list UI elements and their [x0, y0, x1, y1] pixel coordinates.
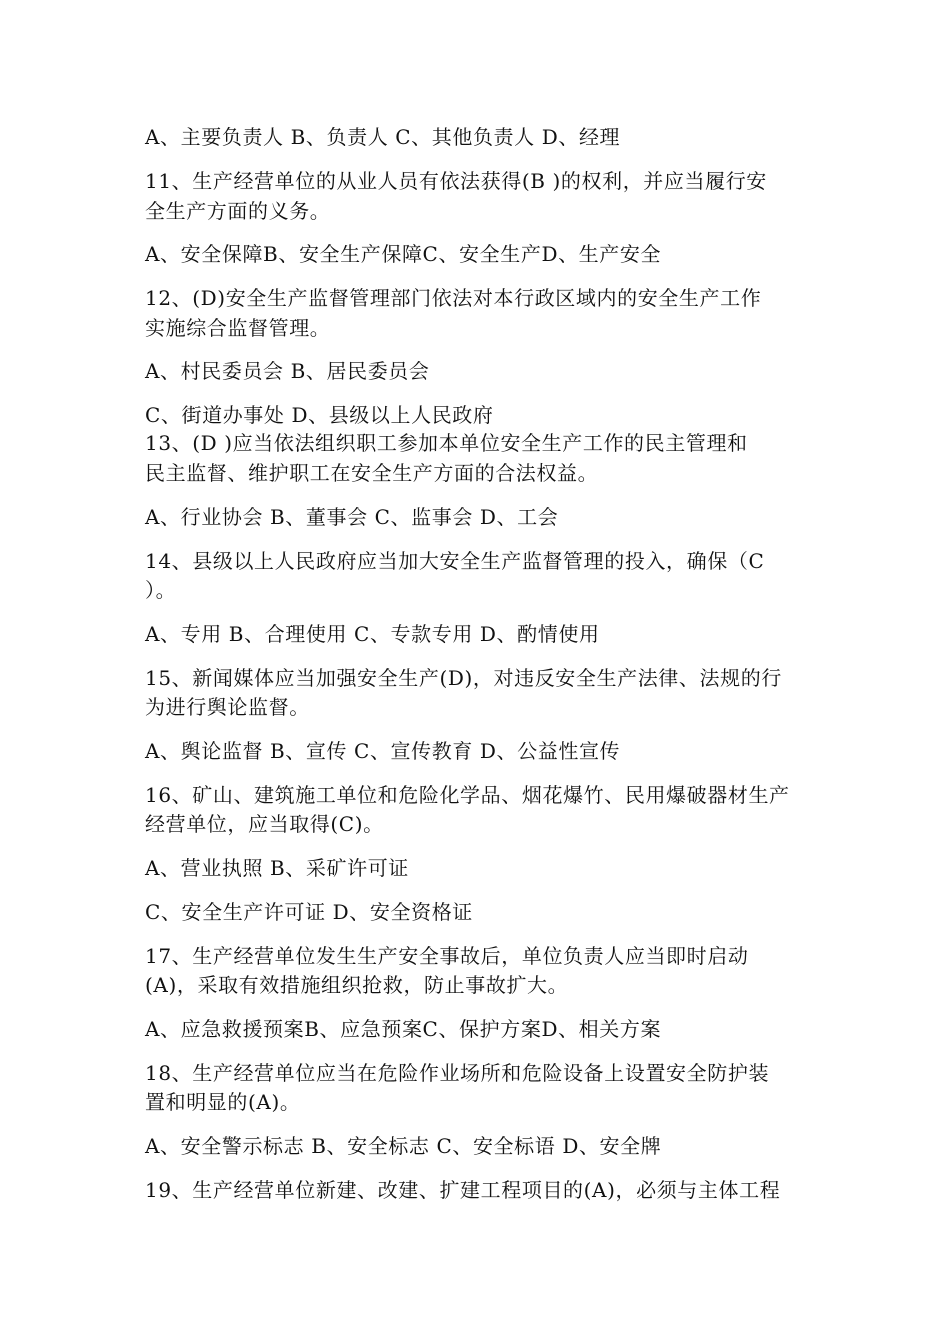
question-17-line-2: (A)，采取有效措施组织抢救，防止事故扩大。: [145, 973, 569, 997]
option-line-q15: A、舆论监督 B、宣传 C、宣传教育 D、公益性宣传: [145, 739, 621, 763]
option-line-q17: A、应急救援预案B、应急预案C、保护方案D、相关方案: [145, 1017, 662, 1041]
question-16-line-1: 16、矿山、建筑施工单位和危险化学品、烟花爆竹、民用爆破器材生产: [145, 783, 790, 807]
question-12-line-1: 12、(D)安全生产监督管理部门依法对本行政区域内的安全生产工作: [145, 286, 762, 310]
question-15-line-1: 15、新闻媒体应当加强安全生产(D)，对违反安全生产法律、法规的行: [145, 666, 782, 690]
question-13-line-1: 13、(D )应当依法组织职工参加本单位安全生产工作的民主管理和: [145, 431, 748, 455]
option-line-q14: A、专用 B、合理使用 C、专款专用 D、酌情使用: [145, 622, 600, 646]
question-11-line-2: 全生产方面的义务。: [145, 199, 331, 223]
question-12-line-2: 实施综合监督管理。: [145, 316, 331, 340]
question-11-line-1: 11、生产经营单位的从业人员有依法获得(B )的权利，并应当履行安: [145, 169, 767, 193]
question-18-line-2: 置和明显的(A)。: [145, 1090, 301, 1114]
option-line-q12-ab: A、村民委员会 B、居民委员会: [145, 359, 430, 383]
option-line-q10: A、主要负责人 B、负责人 C、其他负责人 D、经理: [145, 125, 621, 149]
question-18-line-1: 18、生产经营单位应当在危险作业场所和危险设备上设置安全防护装: [145, 1061, 770, 1085]
option-line-q16-ab: A、营业执照 B、采矿许可证: [145, 856, 409, 880]
question-13-line-2: 民主监督、维护职工在安全生产方面的合法权益。: [145, 461, 599, 485]
question-17-line-1: 17、生产经营单位发生生产安全事故后，单位负责人应当即时启动: [145, 944, 749, 968]
option-line-q11: A、安全保障B、安全生产保障C、安全生产D、生产安全: [145, 242, 662, 266]
question-16-line-2: 经营单位，应当取得(C)。: [145, 812, 384, 836]
question-15-line-2: 为进行舆论监督。: [145, 695, 310, 719]
question-14-line-1: 14、县级以上人民政府应当加大安全生产监督管理的投入，确保（C: [145, 549, 765, 573]
option-line-q18: A、安全警示标志 B、安全标志 C、安全标语 D、安全牌: [145, 1134, 662, 1158]
question-14-line-2: ）。: [145, 578, 177, 602]
question-19-line-1: 19、生产经营单位新建、改建、扩建工程项目的(A)，必须与主体工程: [145, 1178, 781, 1202]
option-line-q16-cd: C、安全生产许可证 D、安全资格证: [145, 900, 473, 924]
option-line-q12-cd: C、街道办事处 D、县级以上人民政府: [145, 403, 494, 427]
option-line-q13: A、行业协会 B、董事会 C、监事会 D、工会: [145, 505, 559, 529]
